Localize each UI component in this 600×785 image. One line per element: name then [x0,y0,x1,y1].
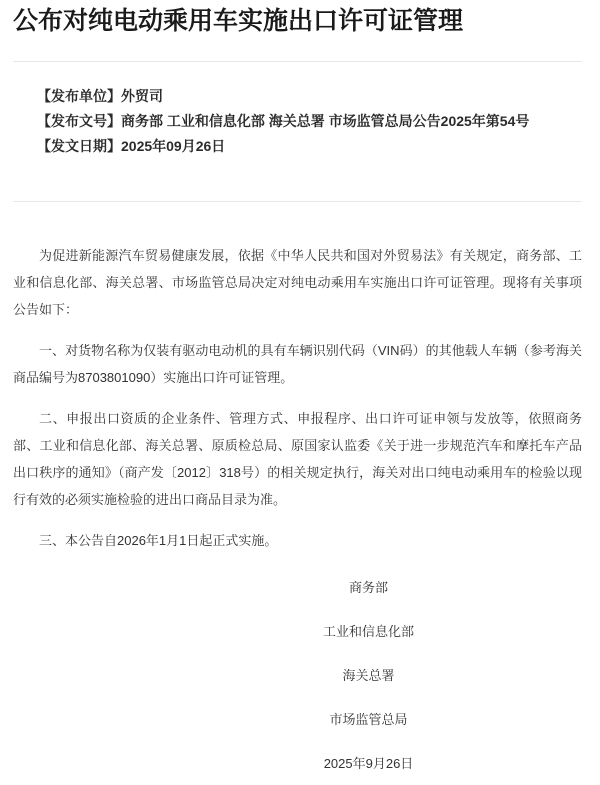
meta-divider [13,201,582,202]
title-divider [13,61,582,62]
signature-line-miit: 工业和信息化部 [322,624,414,639]
body-paragraph-item-3: 三、本公告自2026年1月1日起正式实施。 [39,533,278,548]
signature-date: 2025年9月26日 [323,756,414,771]
meta-issuing-unit: 【发布单位】外贸司 [37,88,163,104]
signature-line-mofcom: 商务部 [348,580,388,595]
page-title: 公布对纯电动乘用车实施出口许可证管理 [13,7,464,35]
meta-issue-date: 【发文日期】2025年09月26日 [37,138,226,154]
body-paragraph-intro: 为促进新能源汽车贸易健康发展，依据《中华人民共和国对外贸易法》有关规定，商务部、工业和信息化部、海关总署、市场监管总局决定对纯电动乘用车实施出口许可证管理。现将有关事项公告如下： [13,248,582,317]
body-paragraph-item-1: 一、对货物名称为仅装有驱动电动机的具有车辆识别代码（VIN码）的其他载人车辆（参考海关商品编号为8703801090）实施出口许可证管理。 [13,343,582,385]
meta-document-number: 【发布文号】商务部 工业和信息化部 海关总署 市场监管总局公告2025年第54号 [37,113,530,129]
article-body [13,242,582,554]
signature-line-customs: 海关总署 [342,668,395,683]
signature-line-samr: 市场监管总局 [329,712,408,727]
signature-block [13,574,582,777]
body-paragraph-item-2: 二、申报出口资质的企业条件、管理方式、申报程序、出口许可证申领与发放等，依照商务部、工业和信息化部、海关总署、原质检总局、原国家认监委《关于进一步规范汽车和摩托车产品出口秩序的通知》（商产发〔2012〕318号）的相关规定执行，海关对出口纯电动乘用车的检验以现行有效的必须实施检验的进出口商品目录为准。 [13,411,582,507]
announcement-page [0,4,600,777]
article-meta [13,84,582,159]
